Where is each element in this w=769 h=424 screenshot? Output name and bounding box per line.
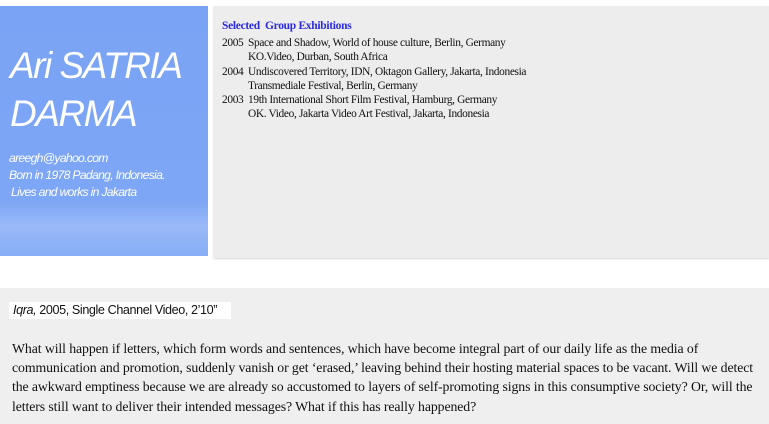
exhibition-entry: KO.Video, Durban, South Africa bbox=[248, 51, 388, 64]
work-description: What will happen if letters, which form words and sentences, which have become integral part of our daily life as the media of communication and promotion, suddenly vanish or get ‘erased,’ leaving behind their hosting material spaces to be vacant. Will we detect the awkward emptiness because we are already so accustomed to layers of self-promoting signs in this consumptive society? Or, will the letters still want to deliver their intended messages? What if this has really happened? bbox=[12, 341, 753, 414]
work-panel bbox=[0, 288, 769, 424]
exhibition-row bbox=[222, 107, 526, 121]
exhibition-year bbox=[222, 79, 248, 93]
exhibition-year: 2005 bbox=[222, 37, 244, 49]
exhibitions-list bbox=[222, 36, 526, 122]
exhibition-entry: Space and Shadow, World of house culture, Berlin, Germany bbox=[248, 37, 506, 49]
exhibition-entry: 19th International Short Film Festival, Hamburg, Germany bbox=[248, 94, 498, 107]
exhibition-row bbox=[222, 65, 526, 79]
exhibition-row bbox=[222, 93, 526, 107]
exhibition-row bbox=[222, 36, 526, 50]
artist-panel bbox=[0, 6, 208, 256]
artist-name-line2: DARMA bbox=[10, 93, 137, 134]
exhibition-entry: Transmediale Festival, Berlin, Germany bbox=[248, 79, 418, 92]
artist-info bbox=[9, 150, 165, 201]
artist-name bbox=[10, 42, 181, 138]
exhibition-year bbox=[222, 50, 248, 64]
work-details: 2005, Single Channel Video, 2’10” bbox=[36, 303, 218, 317]
exhibition-entry: Undiscovered Territory, IDN, Oktagon Gallery, Jakarta, Indonesia bbox=[248, 65, 527, 78]
exhibition-entry: OK. Video, Jakarta Video Art Festival, Jakarta, Indonesia bbox=[248, 108, 490, 121]
exhibition-year: 2004 bbox=[222, 65, 244, 78]
exhibitions-heading: Selected Group Exhibitions bbox=[222, 20, 352, 32]
artist-email[interactable]: areegh@yahoo.com bbox=[9, 151, 108, 165]
exhibition-row bbox=[222, 50, 526, 64]
artist-birth: Born in 1978 Padang, Indonesia. bbox=[9, 168, 165, 182]
exhibition-year: 2003 bbox=[222, 94, 244, 107]
artist-name-line1: Ari SATRIA bbox=[10, 45, 182, 86]
artist-residence: Lives and works in Jakarta bbox=[11, 185, 137, 199]
exhibition-row bbox=[222, 79, 526, 93]
work-caption bbox=[9, 302, 231, 319]
exhibitions-panel bbox=[213, 6, 769, 258]
work-title: Iqra, bbox=[13, 303, 37, 317]
exhibition-year bbox=[222, 107, 248, 121]
